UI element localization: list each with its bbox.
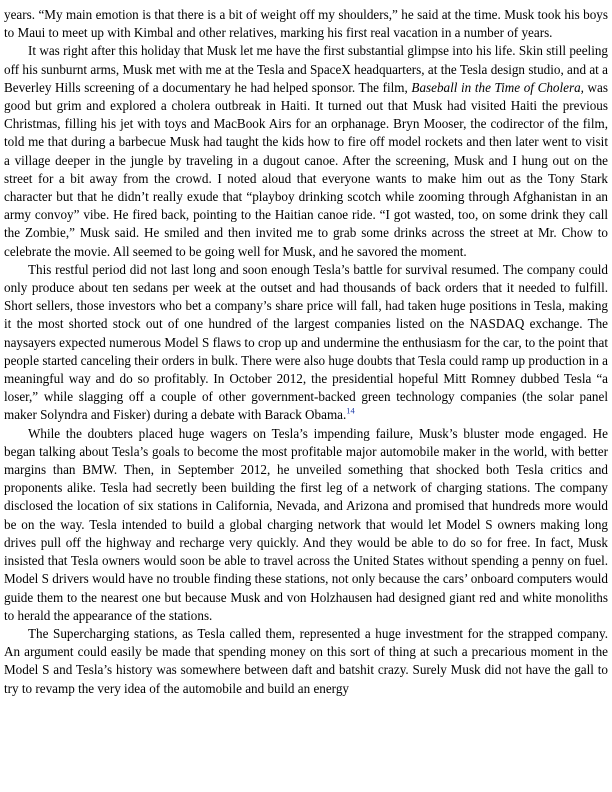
paragraph-3 [4, 261, 608, 425]
paragraph-2-text-a: It was right after this holiday that Musk let me have the first substantial glimpse into his life. Skin still peeling off his sunburnt arms, Musk met with me at the Tesla and SpaceX headquarters, at the Tesla design studio, and at a Beverley Hills screening of a documentary he had helped sponsor. The film, [4, 43, 608, 95]
film-title: Baseball in the Time of Cholera, [411, 79, 584, 95]
book-page [4, 6, 608, 698]
paragraph-1-text: years. “My main emotion is that there is a bit of weight off my shoulders,” he said at the time. Musk took his boys to Maui to meet up with Kimbal and other relatives, marking his first real vacation in a number of years. [4, 7, 608, 41]
paragraph-1 [4, 6, 608, 42]
paragraph-2-text-b: was good but grim and explored a cholera outbreak in Haiti. It turned out that Musk had visited Haiti the previous Christmas, filling his jet with toys and MacBook Airs for an orphanage. Bryn Mooser, the codirector of the film, told me that during a barbecue Musk had taught the kids how to fire off model rockets and then later went to visit a village deeper in the jungle by traveling in a dugout canoe. After the screening, Musk and I hung out on the street for a bit away from the crowd. I noted aloud that everyone wants to make him out as the Tony Stark character but that he didn’t really exude that “playboy drinking scotch while zooming through Afghanistan in an army convoy” vibe. He fired back, pointing to the Haitian canoe ride. “I got wasted, too, on some drink they call the Zombie,” Musk said. He smiled and then invited me to grab some drinks across the street at Mr. Chow to celebrate the movie. All seemed to be going well for Musk, and he savored the moment. [4, 79, 608, 259]
paragraph-4 [4, 425, 608, 625]
paragraph-2 [4, 42, 608, 260]
paragraph-3-text: This restful period did not last long and soon enough Tesla’s battle for survival resumed. The company could only produce about ten sedans per week at the outset and had thousands of back orders that it needed to fulfill. Short sellers, those investors who bet a company’s share price will fall, had taken huge positions in Tesla, making it the most shorted stock out of one hundred of the largest companies listed on the NASDAQ exchange. The naysayers expected numerous Model S flaws to crop up and undermine the enthusiasm for the car, to the point that people started canceling their orders in bulk. There were also huge doubts that Tesla could ramp up production in a meaningful way and do so profitably. In October 2012, the presidential hopeful Mitt Romney dubbed Tesla “a loser,” while slagging off a couple of other government-backed green technology companies (the solar panel maker Solyndra and Fisker) during a debate with Barack Obama. [4, 261, 608, 423]
paragraph-5 [4, 625, 608, 698]
footnote-ref-14[interactable]: 14 [346, 406, 355, 417]
paragraph-5-text: The Supercharging stations, as Tesla called them, represented a huge investment for the strapped company. An argument could easily be made that spending money on this sort of thing at such a precarious moment in the Model S and Tesla’s history was somewhere between daft and batshit crazy. Surely Musk did not have the gall to try to revamp the very idea of the automobile and build an energy [4, 625, 608, 696]
paragraph-4-text: While the doubters placed huge wagers on Tesla’s impending failure, Musk’s bluster mode engaged. He began talking about Tesla’s goals to become the most profitable major automobile maker in the world, with better margins than BMW. Then, in September 2012, he unveiled something that shocked both Tesla critics and proponents alike. Tesla had secretly been building the first leg of a network of charging stations. The company disclosed the location of six stations in California, Nevada, and Arizona and promised that hundreds more would be on the way. Tesla intended to build a global charging network that would let Model S owners making long drives pull off the highway and recharge very quickly. And they would be able to do so for free. In fact, Musk insisted that Tesla owners would soon be able to travel across the United States without spending a penny on fuel. Model S drivers would have no trouble finding these stations, not only because the cars’ onboard computers would guide them to the nearest one but because Musk and von Holzhausen had designed giant red and white monoliths to herald the appearance of the stations. [4, 425, 608, 623]
